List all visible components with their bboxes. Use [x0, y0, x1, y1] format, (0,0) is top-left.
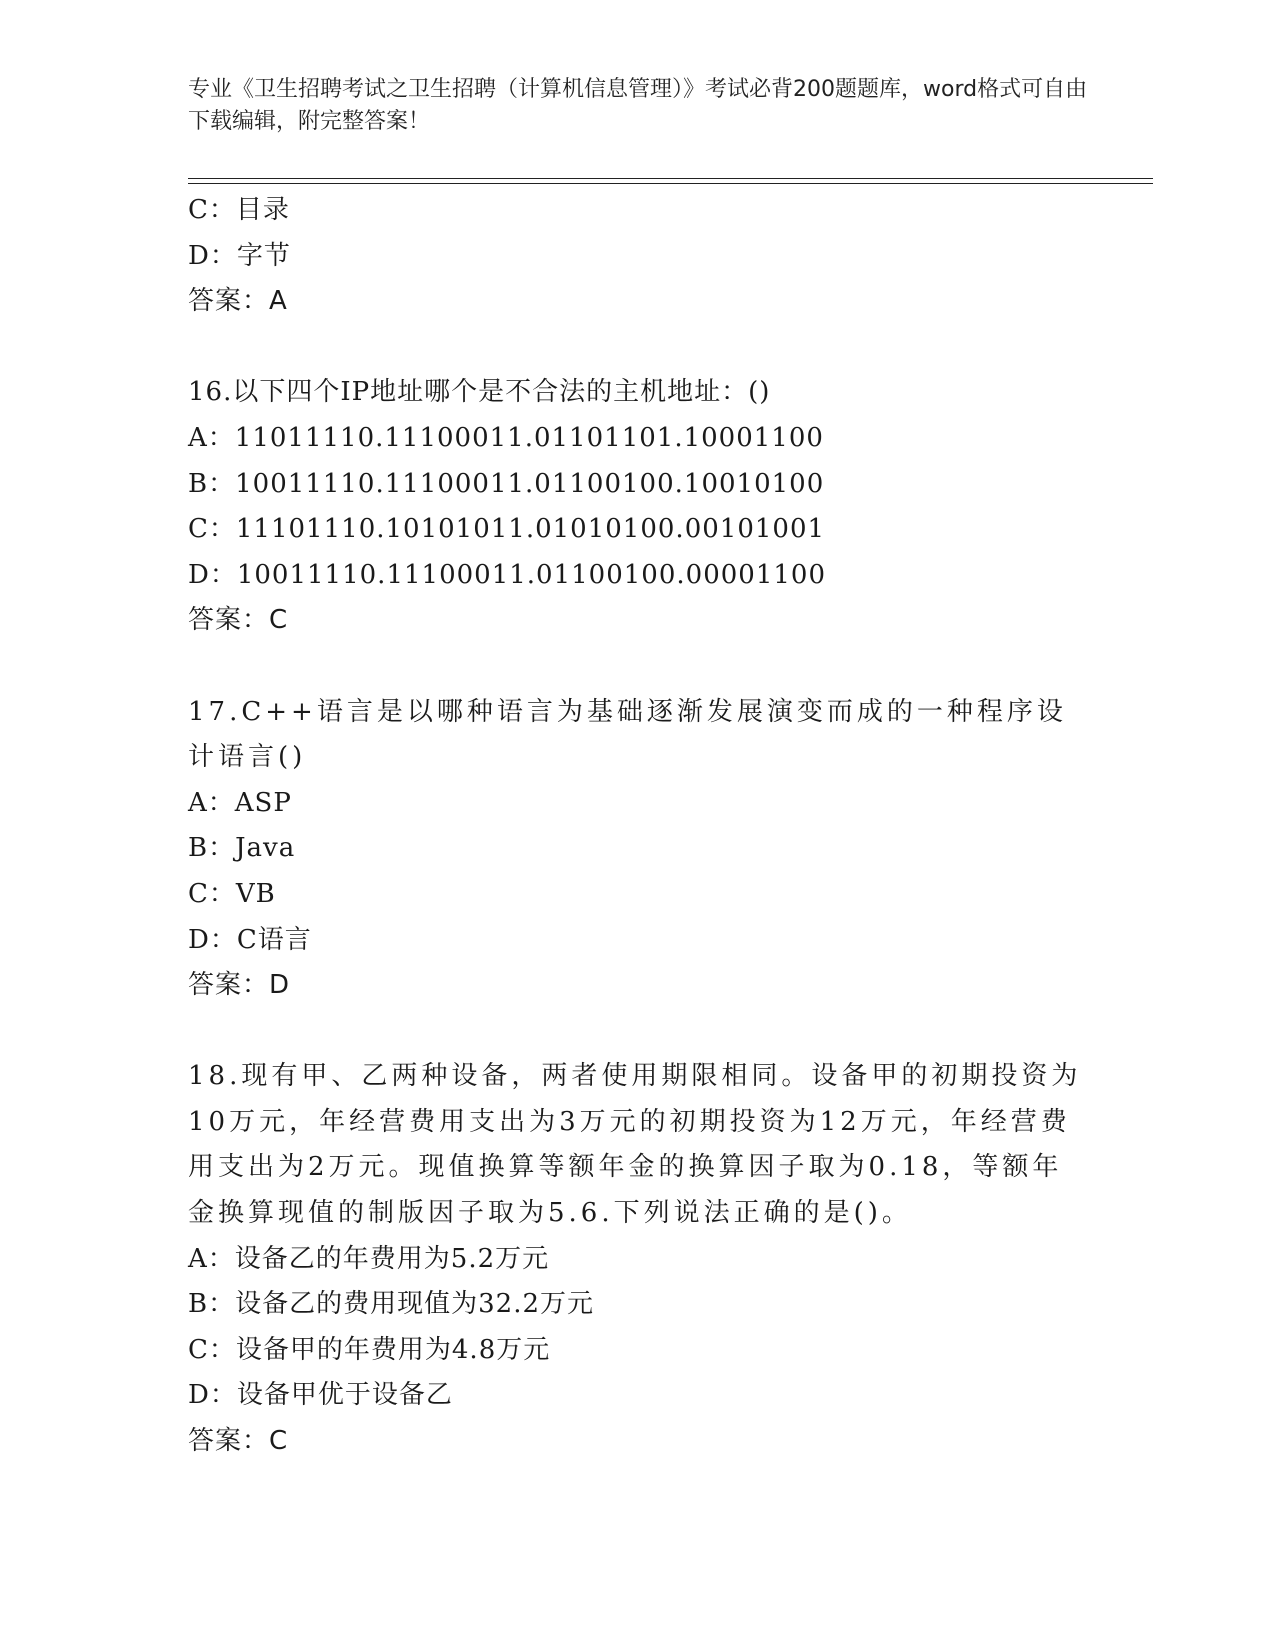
spacer: [188, 1009, 1088, 1055]
option-b: B：设备乙的费用现值为32.2万元: [188, 1289, 594, 1320]
answer-line: 答案：C: [188, 1426, 289, 1457]
option-d: D：10011110.11100011.01100100.00001100: [188, 559, 826, 590]
question-list: [188, 188, 1088, 1465]
answer-line: 答案：C: [188, 605, 289, 636]
spacer: [188, 644, 1088, 690]
option-a: A：设备乙的年费用为5.2万元: [188, 1243, 550, 1274]
question-stem: 18.现有甲、乙两种设备，两者使用期限相同。设备甲的初期投资为10万元，年经营费用支出为3万元的初期投资为12万元，年经营费用支出为2万元。现值换算等额年金的换算因子取为0.18，等额年金换算现值的制版因子取为5.6.下列说法正确的是()。: [188, 1061, 1082, 1229]
option-b: B：10011110.11100011.01100100.10010100: [188, 468, 825, 499]
header-divider: [188, 178, 1153, 184]
option-a: A：11011110.11100011.01101101.10001100: [188, 422, 824, 453]
question-block-18: [188, 1054, 1088, 1464]
question-stem: 17.C++语言是以哪种语言为基础逐渐发展演变而成的一种程序设计语言(): [188, 696, 1067, 773]
question-stem: 16.以下四个IP地址哪个是不合法的主机地址：(): [188, 377, 771, 408]
question-block-prev: [188, 188, 1088, 325]
option-c: C：目录: [188, 195, 290, 225]
spacer: [188, 325, 1088, 371]
option-d: D：C语言: [188, 924, 312, 955]
question-block-16: [188, 370, 1088, 644]
answer-line: 答案：A: [188, 286, 288, 317]
option-c: C：11101110.10101011.01010100.00101001: [188, 514, 826, 545]
option-d: D：设备甲优于设备乙: [188, 1380, 453, 1411]
option-d: D：字节: [188, 240, 291, 271]
option-b: B：Java: [188, 833, 296, 864]
question-block-17: [188, 690, 1088, 1009]
option-a: A：ASP: [188, 787, 292, 818]
answer-line: 答案：D: [188, 970, 291, 1001]
option-c: C：VB: [188, 878, 276, 909]
document-header: 专业《卫生招聘考试之卫生招聘（计算机信息管理）》考试必背200题题库，word格式可自由下载编辑，附完整答案！: [188, 77, 1088, 134]
option-c: C：设备甲的年费用为4.8万元: [188, 1334, 551, 1365]
